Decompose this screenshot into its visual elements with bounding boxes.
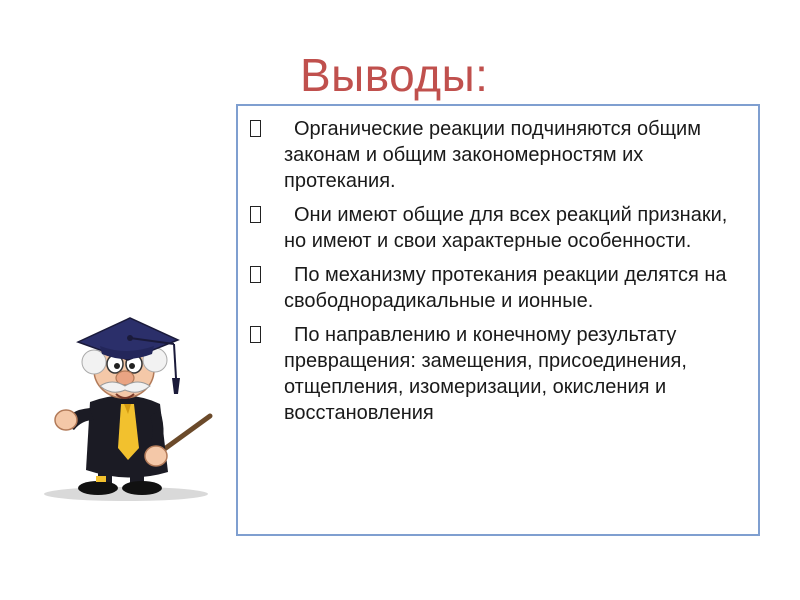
slide-title: Выводы: [300,49,489,101]
list-item [248,116,748,194]
conclusions-list [248,116,748,426]
bullet-text: По направлению и конечному результату превращения: замещения, присоединения, отщепления, изомеризации, окисления и восстановления [284,324,687,424]
bullet-box-icon [250,326,261,343]
bullet-box-icon [250,206,261,223]
list-item [248,262,748,314]
bullet-text: Они имеют общие для всех реакций признаки, но имеют и свои характерные особенности. [284,204,728,252]
list-item [248,202,748,254]
bullet-box-icon [250,120,261,137]
bullet-text: Органические реакции подчиняются общим законам и общим закономерностям их протекания. [284,118,701,192]
bullet-text: По механизму протекания реакции делятся на свободнорадикальные и ионные. [284,264,727,312]
professor-cartoon-icon [38,298,218,503]
conclusions-box [236,104,760,536]
bullet-box-icon [250,266,261,283]
list-item [248,322,748,426]
